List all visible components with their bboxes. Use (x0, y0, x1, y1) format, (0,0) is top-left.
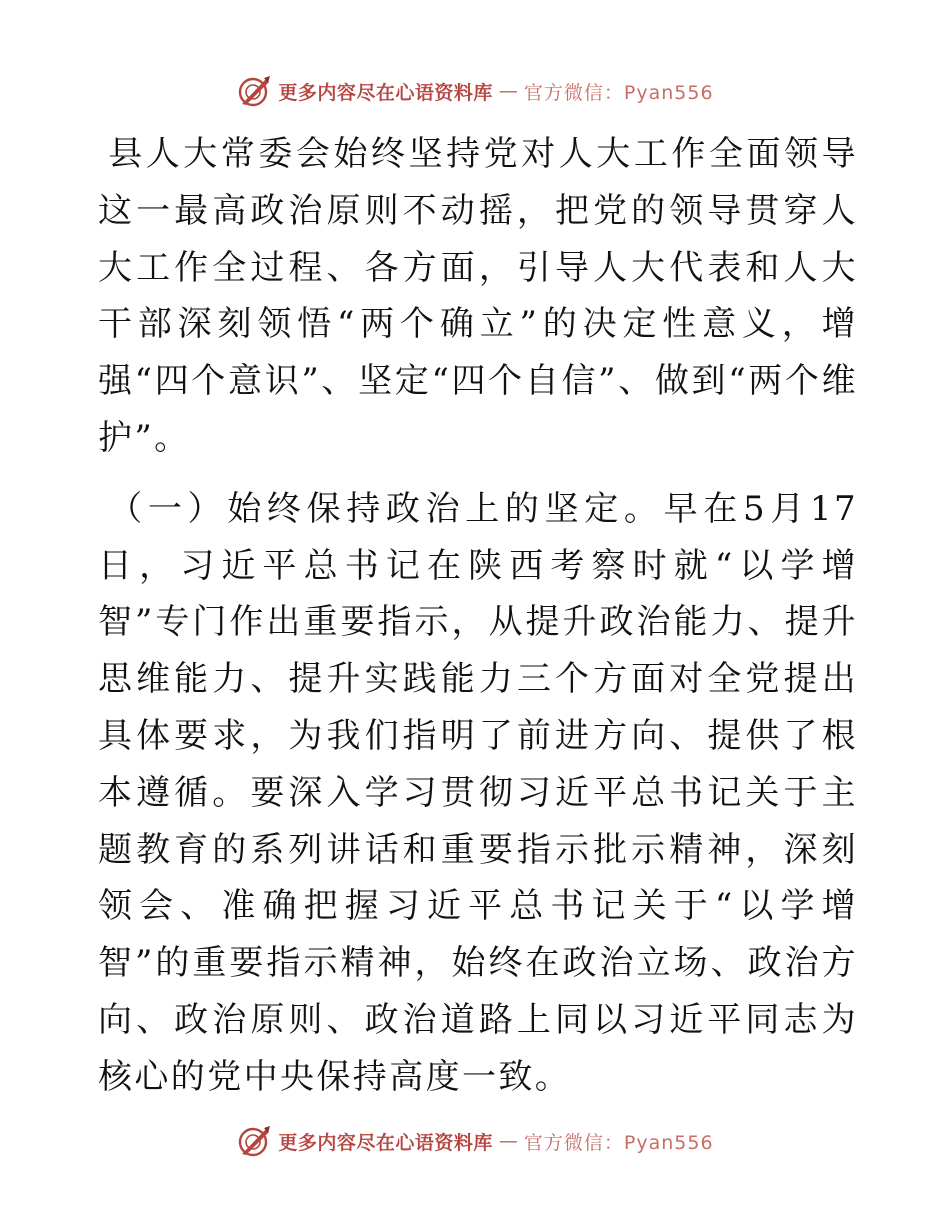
header-watermark (0, 74, 950, 108)
paragraph-section-one: （一）始终保持政治上的坚定。早在5月17日，习近平总书记在陕西考察时就“以学增智”专门作出重要指示，从提升政治能力、提升思维能力、提升实践能力三个方面对全党提出具体要求，为我们指明了前进方向、提供了根本遵循。要深入学习贯彻习近平总书记关于主题教育的系列讲话和重要指示批示精神，深刻领会、准确把握习近平总书记关于“以学增智”的重要指示精神，始终在政治立场、政治方向、政治原则、政治道路上同以习近平同志为核心的党中央保持高度一致。 (98, 488, 858, 1097)
quill-logo-icon (236, 74, 272, 108)
quill-logo-icon (236, 1124, 272, 1158)
watermark-text: 更多内容尽在心语资料库 (278, 1131, 493, 1154)
watermark-text: 更多内容尽在心语资料库 (278, 81, 493, 104)
watermark-contact: 官方微信：Pyan556 (523, 1131, 714, 1154)
watermark-contact: 官方微信：Pyan556 (523, 81, 714, 104)
watermark-separator: — (498, 1130, 518, 1152)
document-body (98, 126, 858, 1106)
paragraph-intro: 县人大常委会始终坚持党对人大工作全面领导这一最高政治原则不动摇，把党的领导贯穿人大工作全过程、各方面，引导人大代表和人大干部深刻领悟“两个确立”的决定性意义，增强“四个意识”、坚定“四个自信”、做到“两个维护”。 (98, 134, 858, 458)
watermark-separator: — (498, 80, 518, 102)
footer-watermark (0, 1124, 950, 1158)
